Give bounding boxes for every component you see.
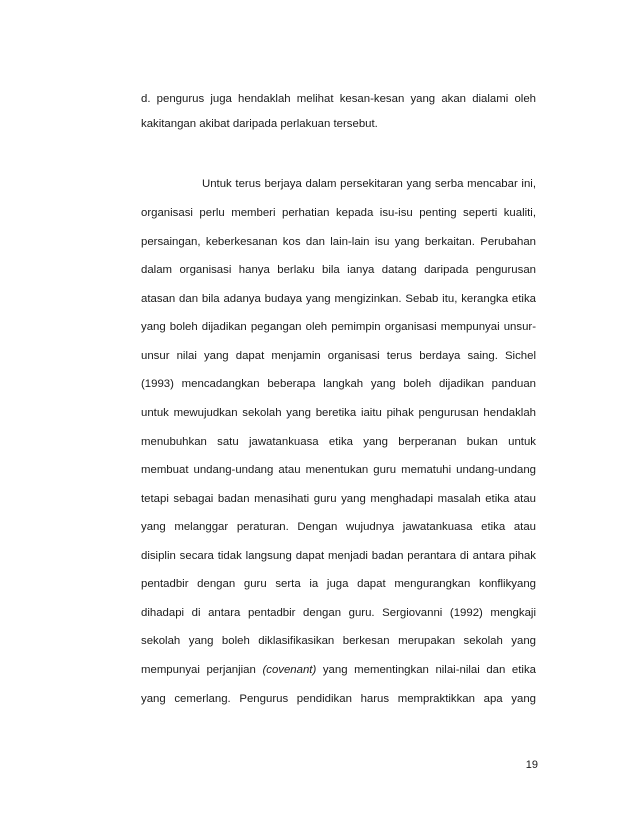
paragraph-2-line-1: Untuk terus berjaya dalam persekitaran yang serba mencabar ini, <box>202 178 536 190</box>
paragraph-2-line-12: tetapi sebagai badan menasihati guru yang menghadapi masalah etika atau <box>141 493 536 505</box>
paragraph-2-line-6: yang boleh dijadikan pegangan oleh pemimpin organisasi mempunyai unsur- <box>141 321 536 333</box>
paragraph-2-line-14: disiplin secara tidak langsung dapat menjadi badan perantara di antara pihak <box>141 550 536 562</box>
paragraph-2-line-18 <box>141 663 536 677</box>
paragraph-2-line-9: untuk mewujudkan sekolah yang beretika iaitu pihak pengurusan hendaklah <box>141 407 536 419</box>
paragraph-2-line-19: yang cemerlang. Pengurus pendidikan harus mempraktikkan apa yang <box>141 693 536 705</box>
paragraph-2-line-4: dalam organisasi hanya berlaku bila ianya datang daripada pengurusan <box>141 264 536 276</box>
paragraph-2-line-7: unsur nilai yang dapat menjamin organisasi terus berdaya saing. Sichel <box>141 350 536 362</box>
paragraph-2-line-2: organisasi perlu memberi perhatian kepada isu-isu penting seperti kualiti, <box>141 207 536 219</box>
paragraph-2-line-13: yang melanggar peraturan. Dengan wujudnya jawatankuasa etika atau <box>141 521 536 533</box>
paragraph-1-line-1: d. pengurus juga hendaklah melihat kesan-kesan yang akan dialami oleh <box>141 93 536 105</box>
line-18-text-before: mempunyai perjanjian <box>141 664 263 676</box>
paragraph-2-line-3: persaingan, keberkesanan kos dan lain-lain isu yang berkaitan. Perubahan <box>141 236 536 248</box>
line-18-text-after: yang mementingkan nilai-nilai dan etika <box>316 664 536 676</box>
paragraph-2-line-8: (1993) mencadangkan beberapa langkah yang boleh dijadikan panduan <box>141 378 536 390</box>
paragraph-2-line-10: menubuhkan satu jawatankuasa etika yang berperanan bukan untuk <box>141 436 536 448</box>
paragraph-2-line-11: membuat undang-undang atau menentukan guru mematuhi undang-undang <box>141 464 536 476</box>
page-number: 19 <box>525 759 538 771</box>
paragraph-2-line-17: sekolah yang boleh diklasifikasikan berkesan merupakan sekolah yang <box>141 635 536 647</box>
paragraph-2-line-5: atasan dan bila adanya budaya yang mengizinkan. Sebab itu, kerangka etika <box>141 293 536 305</box>
paragraph-2-line-16: dihadapi di antara pentadbir dengan guru. Sergiovanni (1992) mengkaji <box>141 607 536 619</box>
paragraph-1-line-2: kakitangan akibat daripada perlakuan tersebut. <box>141 118 378 130</box>
covenant-italic-term: (covenant) <box>262 664 317 676</box>
paragraph-2-line-15: pentadbir dengan guru serta ia juga dapat mengurangkan konflikyang <box>141 578 536 590</box>
